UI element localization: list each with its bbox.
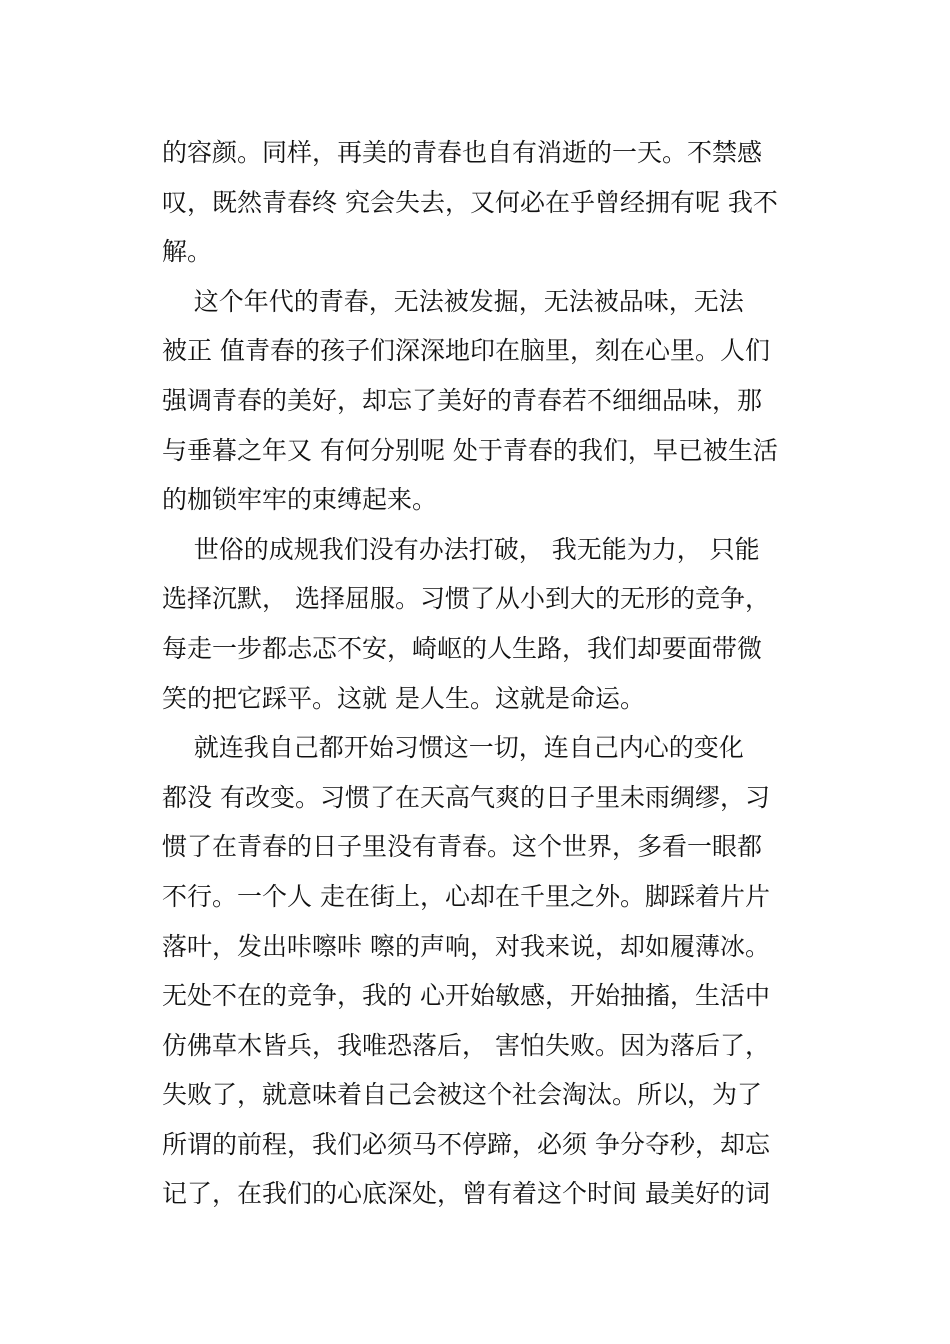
body-text — [162, 128, 802, 1219]
text-line: 笑的把它踩平。这就 是人生。这就是命运。 — [162, 683, 645, 713]
text-line: 都没 有改变。习惯了在天高气爽的日子里未雨绸缪，习 — [162, 782, 770, 812]
text-line: 叹，既然青春终 究会失去，又何必在乎曾经拥有呢 我不 — [162, 187, 778, 217]
text-line: 被正 值青春的孩子们深深地印在脑里，刻在心里。人们 — [162, 336, 770, 366]
text-line: 强调青春的美好，却忘了美好的青春若不细细品味，那 — [162, 385, 763, 415]
text-line: 无处不在的竞争，我的 心开始敏感，开始抽搐，生活中 — [162, 981, 770, 1011]
text-line: 就连我自己都开始习惯这一切，连自己内心的变化 — [162, 733, 744, 763]
text-line: 解。 — [162, 237, 213, 267]
text-line: 失败了，就意味着自己会被这个社会淘汰。所以，为了 — [162, 1080, 763, 1110]
text-line: 记了，在我们的心底深处，曾有着这个时间 最美好的词 — [162, 1179, 770, 1209]
text-line: 与垂暮之年又 有何分别呢 处于青春的我们，早已被生活 — [162, 435, 778, 465]
text-line: 世俗的成规我们没有办法打破， 我无能为力， 只能 — [162, 534, 760, 564]
text-line: 的容颜。同样，再美的青春也自有消逝的一天。不禁感 — [162, 138, 763, 167]
text-line: 不行。一个人 走在街上，心却在千里之外。脚踩着片片 — [162, 881, 770, 911]
text-line: 所谓的前程，我们必须马不停蹄，必须 争分夺秒，却忘 — [162, 1129, 770, 1159]
text-line: 仿佛草木皆兵，我唯恐落后， 害怕失败。因为落后了， — [162, 1030, 770, 1060]
text-line: 这个年代的青春，无法被发掘，无法被品味，无法 — [162, 286, 744, 316]
text-line: 惯了在青春的日子里没有青春。这个世界，多看一眼都 — [162, 832, 763, 862]
text-line: 落叶，发出咔嚓咔 嚓的声响，对我来说，却如履薄冰。 — [162, 931, 770, 961]
text-line: 选择沉默， 选择屈服。习惯了从小到大的无形的竞争， — [162, 584, 770, 614]
text-line: 的枷锁牢牢的束缚起来。 — [162, 485, 438, 515]
text-line: 每走一步都忐忑不安，崎岖的人生路，我们却要面带微 — [162, 633, 763, 663]
